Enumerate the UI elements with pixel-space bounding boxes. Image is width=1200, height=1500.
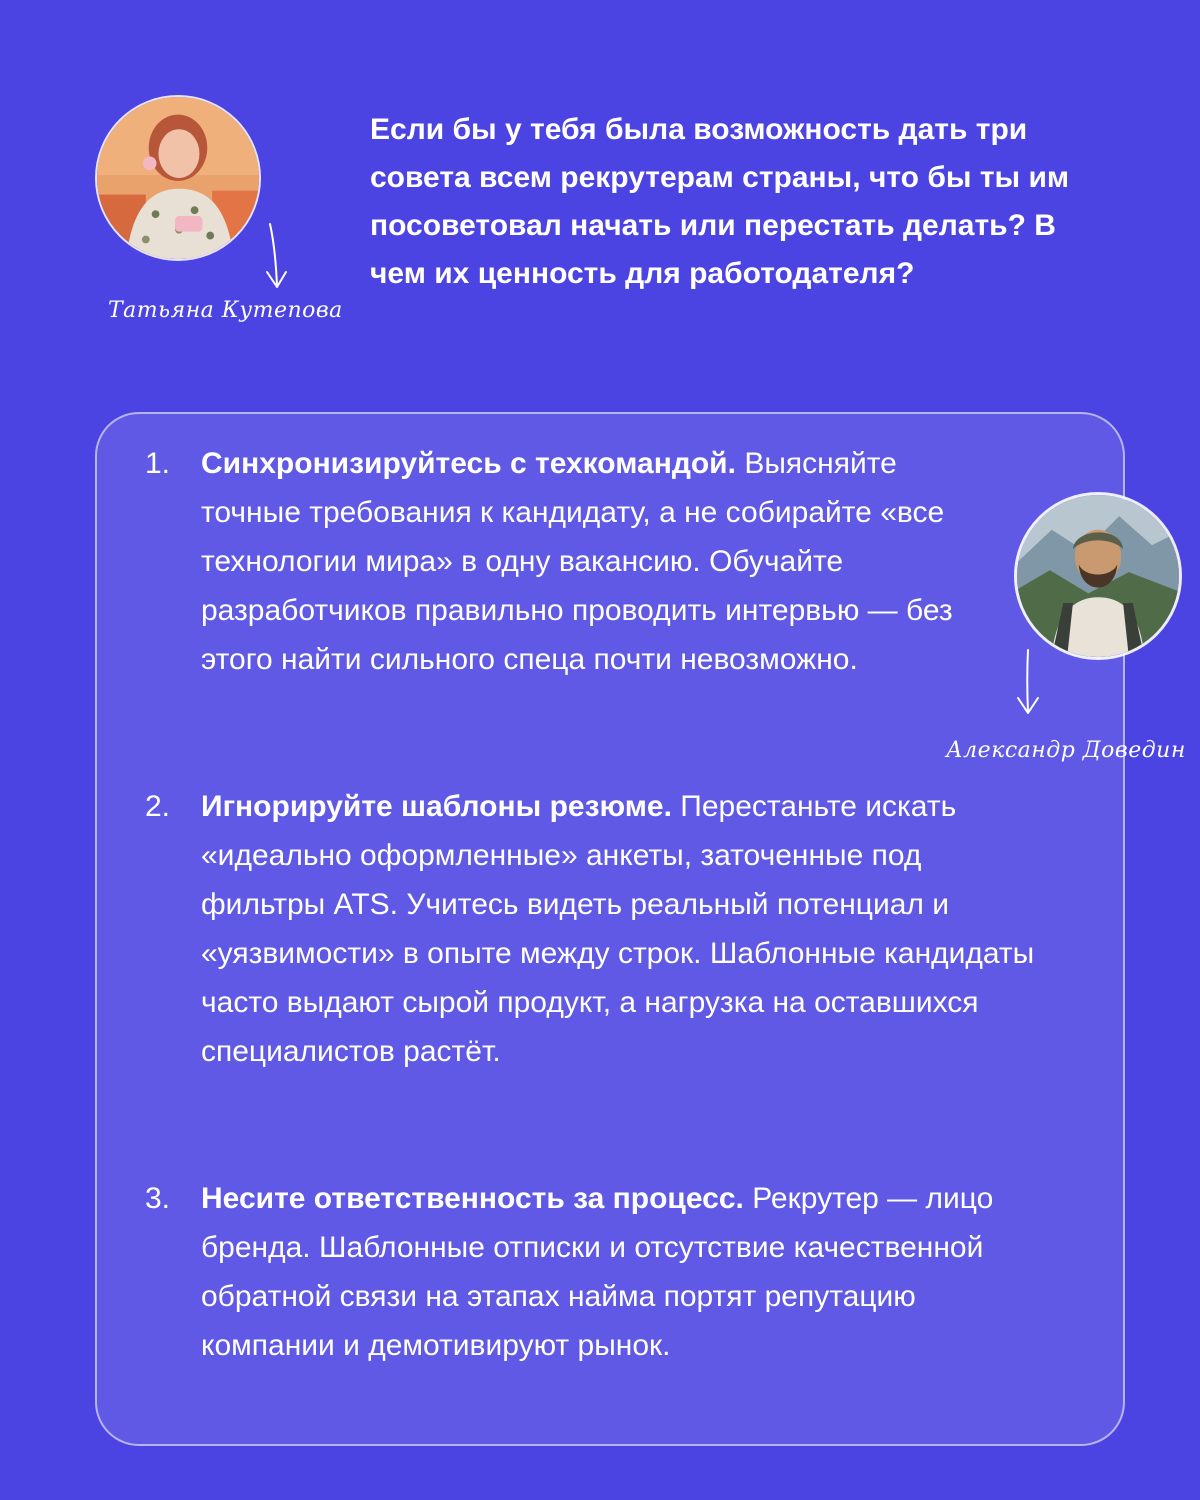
answer-number: 1. [145, 447, 171, 480]
answer-text: Выясняйте точные требования к кандидату, а не собирайте «все технологии мира» в одну вакансию. Обучайте разработчиков правильно проводить интервью — без этого найти сильного спеца почти невозможно. [201, 447, 953, 676]
answer-body [145, 782, 1051, 1076]
arrow-down-icon [1012, 648, 1044, 720]
answer-item [145, 782, 1050, 1076]
answer-text: Перестаньте искать «идеально оформленные» анкеты, заточенные под фильтры ATS. Учитесь видеть реальный потенциал и «уязвимости» в опыте между строк. Шаблонные кандидаты часто выдают сырой продукт, а нагрузка на оставшихся специалистов растёт. [201, 790, 1035, 1068]
answer-number: 2. [145, 790, 171, 823]
respondent-avatar [1014, 492, 1182, 660]
answer-number: 3. [145, 1182, 171, 1215]
woman-portrait-icon [97, 97, 259, 259]
answer-item [145, 1174, 1050, 1370]
answer-lead: Синхронизируйтесь с техкомандой. [201, 447, 736, 480]
arrow-down-icon [262, 222, 292, 292]
interviewer-name: Татьяна Кутепова [108, 298, 343, 323]
answer-lead: Несите ответственность за процесс. [201, 1182, 744, 1215]
answer-item [145, 439, 1050, 684]
answer-lead: Игнорируйте шаблоны резюме. [201, 790, 672, 823]
answer-body [145, 1174, 1031, 1370]
answer-text: Рекрутер — лицо бренда. Шаблонные отписки и отсутствие качественной обратной связи на этапах найма портят репутацию компании и демотивируют рынок. [201, 1182, 994, 1362]
answer-body [145, 439, 1001, 684]
interviewer-avatar [95, 95, 261, 261]
question-text: Если бы у тебя была возможность дать три совета всем рекрутерам страны, что бы ты им посоветовал начать или перестать делать? В чем их ценность для работодателя? [370, 113, 1070, 290]
respondent-name: Александр Доведин [946, 738, 1186, 763]
man-portrait-icon [1017, 495, 1179, 657]
